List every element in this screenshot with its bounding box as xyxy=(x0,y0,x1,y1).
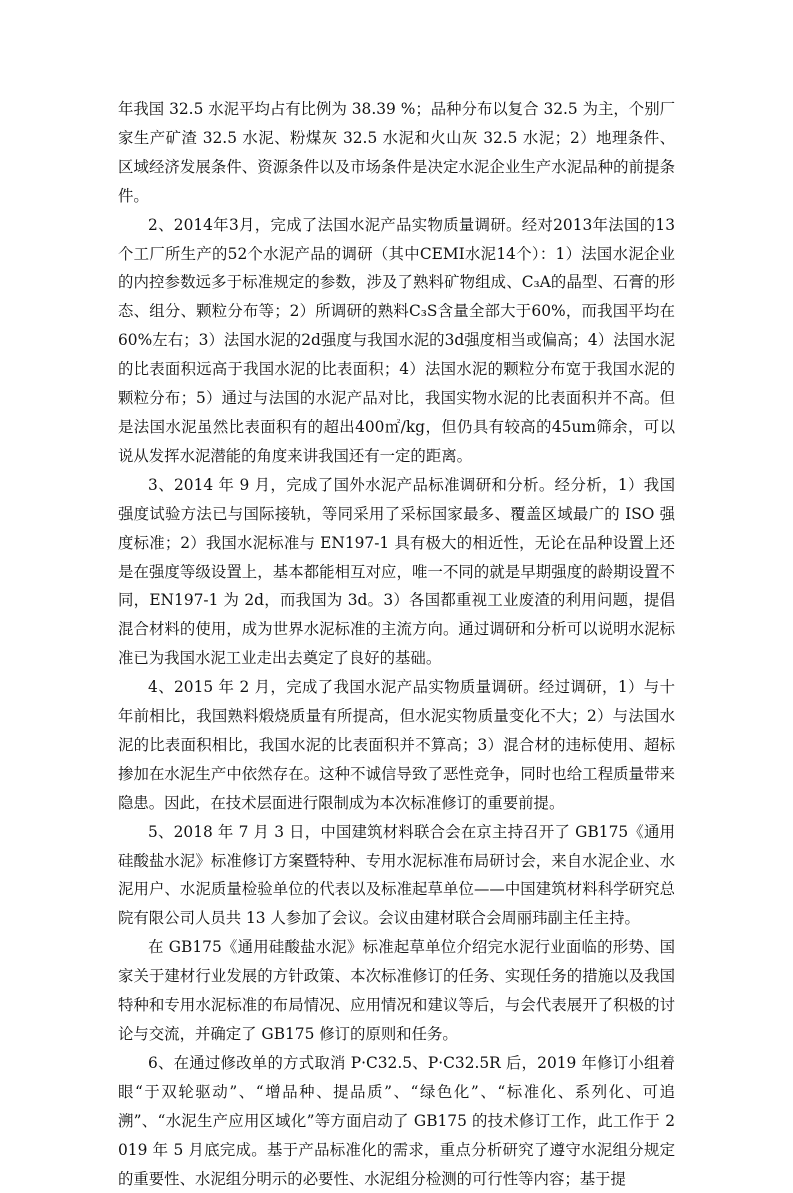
paragraph-6: 在 GB175《通用硅酸盐水泥》标准起草单位介绍完水泥行业面临的形势、国家关于建材行业发展的方针政策、本次标准修订的任务、实现任务的措施以及我国特种和专用水泥标准的布局情况、应用情况和建议等后，与会代表展开了积极的讨论与交流，并确定了 GB175 修订的原则和任务。 xyxy=(118,938,675,1043)
paragraph-3: 3、2014 年 9 月，完成了国外水泥产品标准调研和分析。经分析，1）我国强度试验方法已与国际接轨，等同采用了采标国家最多、覆盖区域最广的 ISO 强度标准；2）我国水泥标准与 EN197-1 具有极大的相近性，无论在品种设置上还是在强度等级设置上，基本都能相互对应，唯一不同的就是早期强度的龄期设置不同，EN197-1 为 2d，而我国为 3d。3）各国都重视工业废渣的利用问题，提倡混合材料的使用，成为世界水泥标准的主流方向。通过调研和分析可以说明水泥标准已为我国水泥工业走出去奠定了良好的基础。 xyxy=(118,475,675,668)
paragraph-5: 5、2018 年 7 月 3 日，中国建筑材料联合会在京主持召开了 GB175《通用硅酸盐水泥》标准修订方案暨特种、专用水泥标准布局研讨会，来自水泥企业、水泥用户、水泥质量检验单位的代表以及标准起草单位——中国建筑材料科学研究总院有限公司人员共 13 人参加了会议。会议由建材联合会周丽玮副主任主持。 xyxy=(118,822,675,928)
paragraph-1: 年我国 32.5 水泥平均占有比例为 38.39 %；品种分布以复合 32.5 为主，个别厂家生产矿渣 32.5 水泥、粉煤灰 32.5 水泥和火山灰 32.5 水泥；2）地理条件、区域经济发展条件、资源条件以及市场条件是决定水泥企业生产水泥品种的前提条件。 xyxy=(118,100,675,205)
paragraph-2: 2、2014年3月，完成了法国水泥产品实物质量调研。经对2013年法国的13个工厂所生产的52个水泥产品的调研（其中CEMI水泥14个）：1）法国水泥企业的内控参数远多于标准规定的参数，涉及了熟料矿物组成、C₃A的晶型、石膏的形态、组分、颗粒分布等；2）所调研的熟料C₃S含量全部大于60%，而我国平均在60%左右；3）法国水泥的2d强度与我国水泥的3d强度相当或偏高；4）法国水泥的比表面积远高于我国水泥的比表面积；4）法国水泥的颗粒分布宽于我国水泥的颗粒分布；5）通过与法国的水泥产品对比，我国实物水泥的比表面积并不高。但是法国水泥虽然比表面积有的超出400㎡/kg，但仍具有较高的45um筛余，可以说从发挥水泥潜能的角度来讲我国还有一定的距离。 xyxy=(118,215,675,465)
document-page xyxy=(118,95,675,1193)
paragraph-7: 6、在通过修改单的方式取消 P·C32.5、P·C32.5R 后，2019 年修订小组着眼“于双轮驱动”、“增品种、提品质”、“绿色化”、“标准化、系列化、可追溯”、“水泥生产应用区域化”等方面启动了 GB175 的技术修订工作，此工作于 2019 年 5 月底完成。基于产品标准化的需求，重点分析研究了遵守水泥组分规定的重要性、水泥组分明示的必要性、水泥组分检测的可行性等内容；基于提 xyxy=(118,1053,675,1188)
paragraph-4: 4、2015 年 2 月，完成了我国水泥产品实物质量调研。经过调研，1）与十年前相比，我国熟料煅烧质量有所提高，但水泥实物质量变化不大；2）与法国水泥的比表面积相比，我国水泥的比表面积并不算高；3）混合材的违标使用、超标掺加在水泥生产中依然存在。这种不诚信导致了恶性竞争，同时也给工程质量带来隐患。因此，在技术层面进行限制成为本次标准修订的重要前提。 xyxy=(118,678,675,812)
